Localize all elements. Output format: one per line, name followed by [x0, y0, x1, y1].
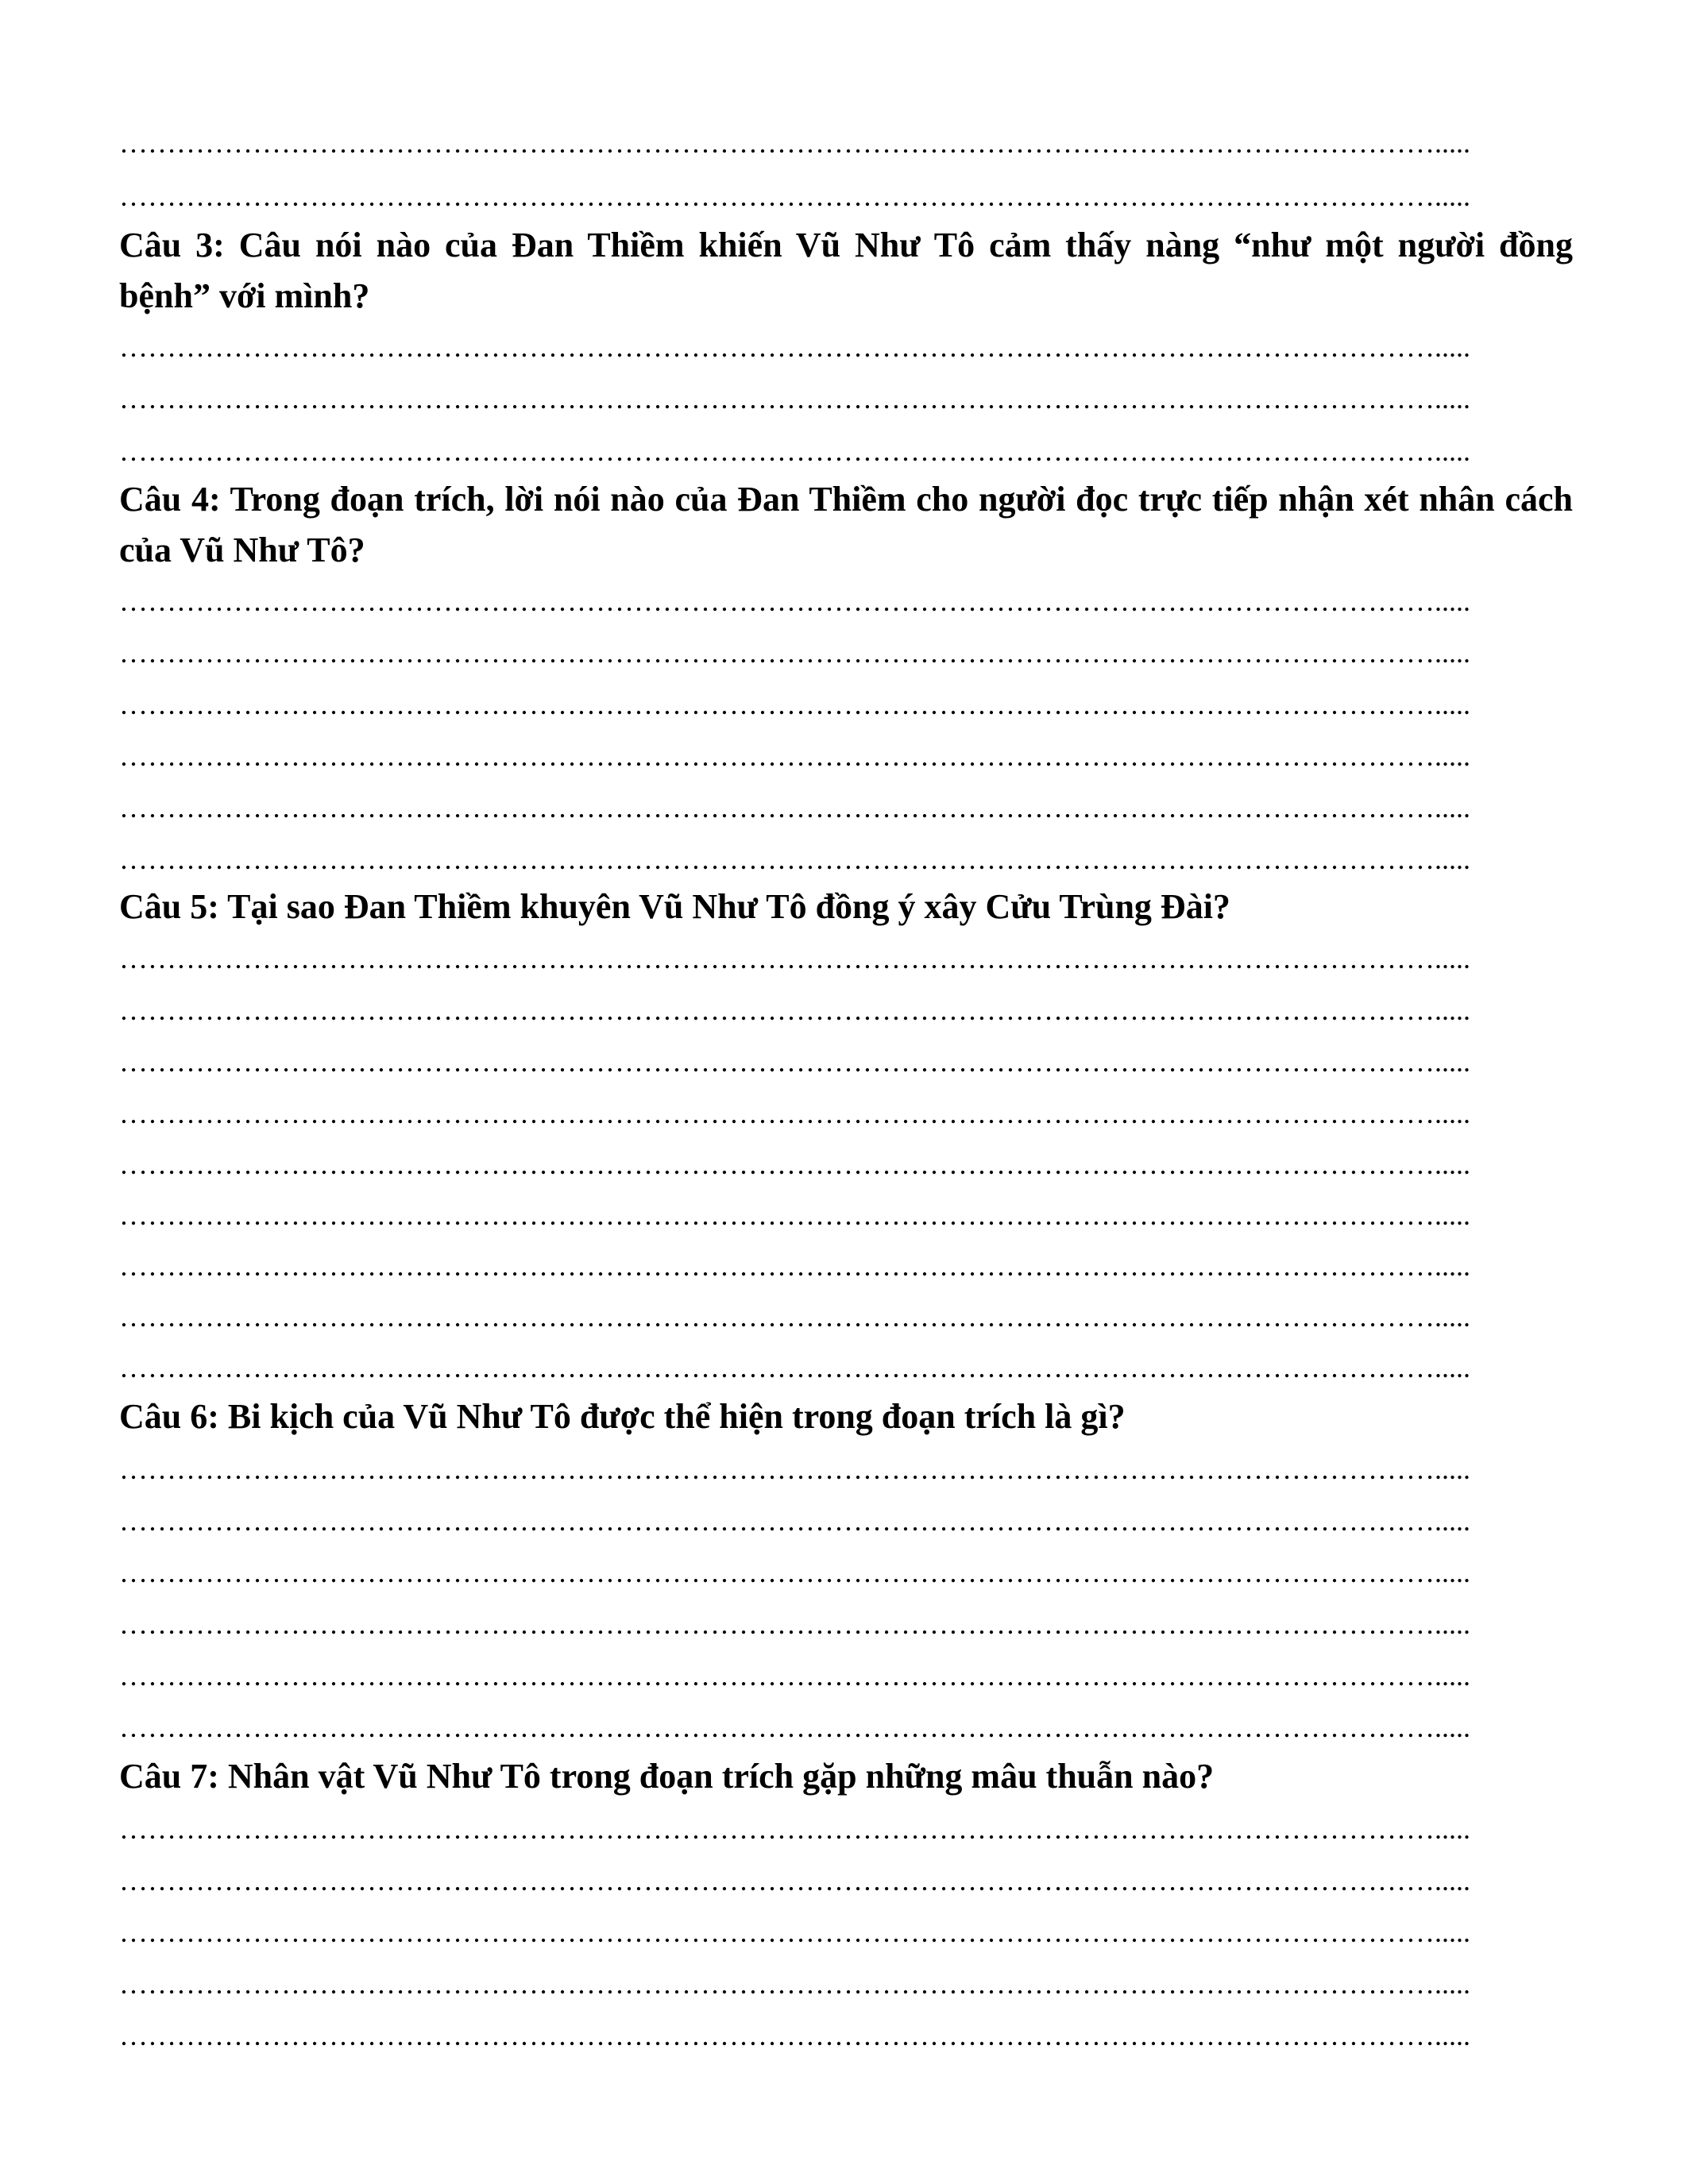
answer-line: ………………………………………………………………………………………………………………………….....	[119, 1557, 1470, 1588]
question-text: Tại sao Đan Thiềm khuyên Vũ Như Tô đồng ý xây Cửu Trùng Đài?	[227, 887, 1230, 926]
question-6	[119, 1391, 1573, 1442]
question-text: Câu nói nào của Đan Thiềm khiến Vũ Như Tô cảm thấy nàng “như một người đồng bệnh” với mình?	[119, 226, 1573, 315]
question-text: Bi kịch của Vũ Như Tô được thể hiện trong đoạn trích là gì?	[227, 1397, 1126, 1436]
answer-line: ………………………………………………………………………………………………………………………….....	[119, 1608, 1470, 1640]
answer-line: ………………………………………………………………………………………………………………………….....	[119, 180, 1470, 212]
answer-line: ………………………………………………………………………………………………………………………….....	[119, 1199, 1470, 1231]
answer-line: ………………………………………………………………………………………………………………………….....	[119, 1046, 1470, 1078]
answer-line: ………………………………………………………………………………………………………………………….....	[119, 1916, 1470, 1948]
answer-line: ………………………………………………………………………………………………………………………….....	[119, 331, 1470, 363]
question-5	[119, 882, 1573, 932]
answer-line: ………………………………………………………………………………………………………………………….....	[119, 689, 1470, 720]
answer-line: ………………………………………………………………………………………………………………………….....	[119, 1352, 1470, 1383]
answer-line: ………………………………………………………………………………………………………………………….....	[119, 1453, 1470, 1485]
question-label: Câu 6:	[119, 1397, 219, 1436]
answer-line: ………………………………………………………………………………………………………………………….....	[119, 740, 1470, 772]
answer-line: ………………………………………………………………………………………………………………………….....	[119, 637, 1470, 669]
answer-line: ………………………………………………………………………………………………………………………….....	[119, 1098, 1470, 1129]
answer-line: ………………………………………………………………………………………………………………………….....	[119, 585, 1470, 617]
question-text: Trong đoạn trích, lời nói nào của Đan Thiềm cho người đọc trực tiếp nhận xét nhân cách của Vũ Như Tô?	[119, 480, 1573, 569]
question-label: Câu 3:	[119, 226, 225, 264]
question-text: Nhân vật Vũ Như Tô trong đoạn trích gặp những mâu thuẫn nào?	[227, 1757, 1215, 1796]
answer-line: ………………………………………………………………………………………………………………………….....	[119, 1505, 1470, 1537]
question-4	[119, 474, 1573, 576]
answer-line: ………………………………………………………………………………………………………………………….....	[119, 383, 1470, 415]
answer-line: ………………………………………………………………………………………………………………………….....	[119, 792, 1470, 824]
answer-line: ………………………………………………………………………………………………………………………….....	[119, 1148, 1470, 1180]
answer-line: ………………………………………………………………………………………………………………………….....	[119, 2020, 1470, 2051]
question-label: Câu 7:	[119, 1757, 219, 1796]
question-label: Câu 5:	[119, 887, 219, 926]
question-label: Câu 4:	[119, 480, 221, 519]
answer-line: ………………………………………………………………………………………………………………………….....	[119, 1250, 1470, 1282]
answer-line: ………………………………………………………………………………………………………………………….....	[119, 1968, 1470, 2000]
answer-line: ………………………………………………………………………………………………………………………….....	[119, 1660, 1470, 1692]
answer-line: ………………………………………………………………………………………………………………………….....	[119, 435, 1470, 467]
answer-line: ………………………………………………………………………………………………………………………….....	[119, 994, 1470, 1026]
answer-line: ………………………………………………………………………………………………………………………….....	[119, 943, 1470, 974]
answer-line: ………………………………………………………………………………………………………………………….....	[119, 1813, 1470, 1845]
question-7	[119, 1751, 1573, 1802]
answer-line: ………………………………………………………………………………………………………………………….....	[119, 1865, 1470, 1897]
answer-line: ………………………………………………………………………………………………………………………….....	[119, 1301, 1470, 1333]
answer-line: ………………………………………………………………………………………………………………………….....	[119, 127, 1470, 159]
answer-line: ………………………………………………………………………………………………………………………….....	[119, 843, 1470, 875]
question-3	[119, 220, 1573, 322]
answer-line: ………………………………………………………………………………………………………………………….....	[119, 1711, 1470, 1743]
